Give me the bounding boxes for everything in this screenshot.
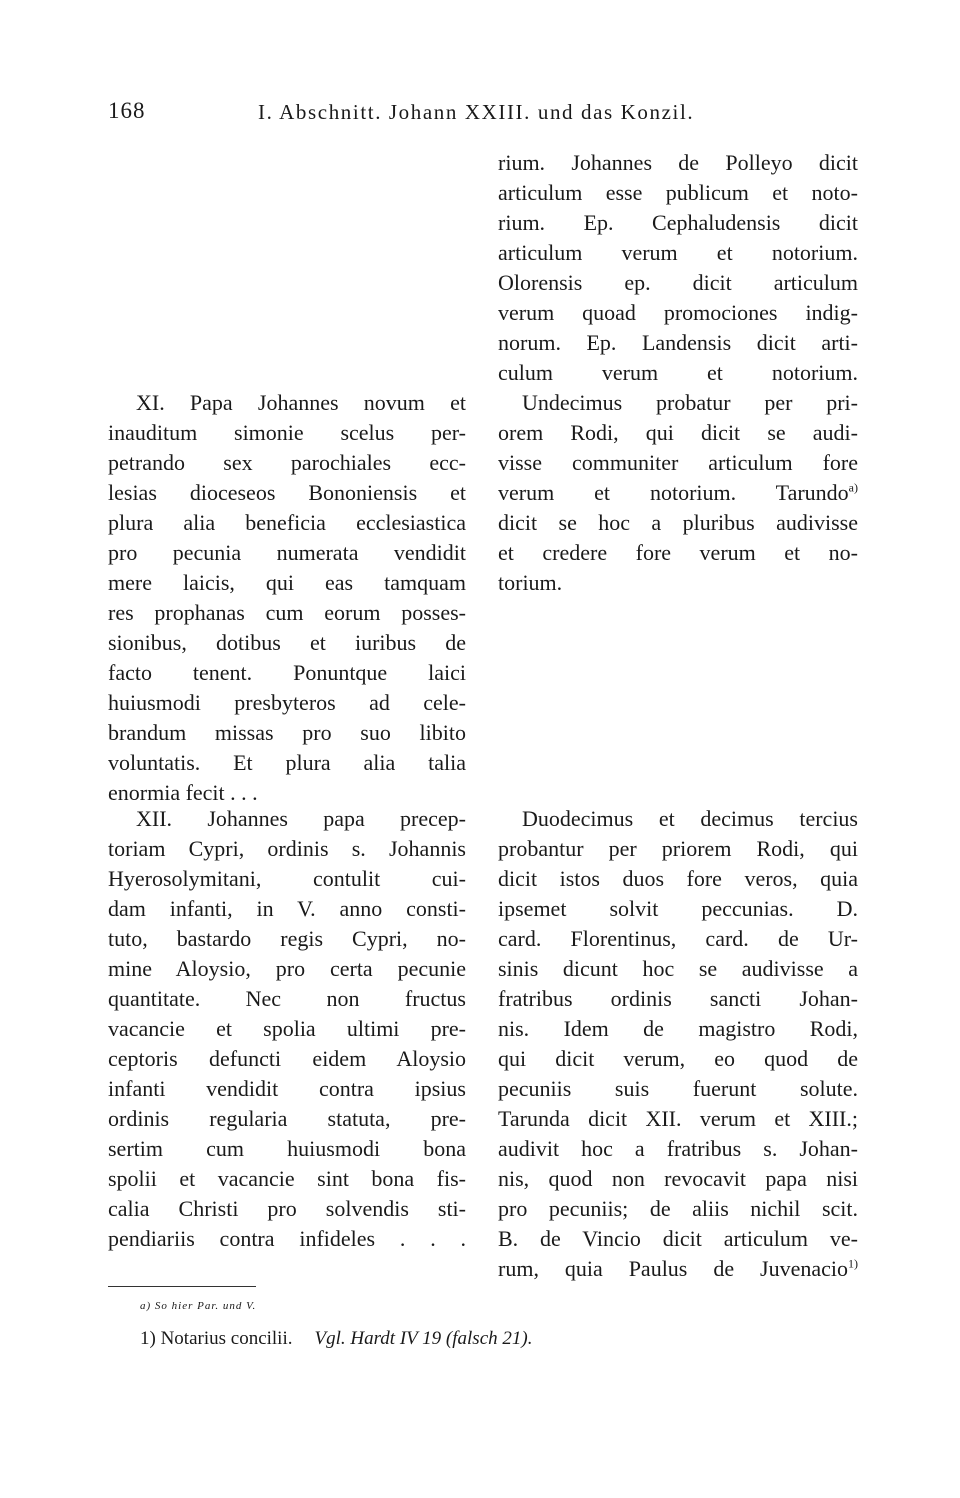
- text-line: XI. Papa Johannes novum et: [136, 390, 466, 415]
- text-line: dam infanti, in V. anno consti-: [108, 896, 466, 921]
- text-line: mere laicis, qui eas tamquam: [108, 570, 466, 595]
- text-line: vacancie et spolia ultimi pre-: [108, 1016, 466, 1041]
- text-line: dicit istos duos fore veros, quia: [498, 866, 858, 891]
- text-line: Olorensis ep. dicit articulum: [498, 270, 858, 295]
- text-line: spolii et vacancie sint bona fis-: [108, 1166, 466, 1191]
- page-number: 168: [108, 98, 146, 123]
- article-xii: [108, 804, 466, 1254]
- text-line: inauditum simonie scelus per-: [108, 420, 466, 445]
- text-line: tuto, bastardo regis Cypri, no-: [108, 926, 466, 951]
- text-line: petrando sex parochiales ecc-: [108, 450, 466, 475]
- line-text: verum et notorium. Tarundo: [498, 480, 849, 505]
- text-line: lesias dioceseos Bononiensis et: [108, 480, 466, 505]
- text-line: Tarunda dicit XII. verum et XIII.;: [498, 1106, 858, 1131]
- text-line: fratribus ordinis sancti Johan-: [498, 986, 858, 1011]
- text-line: XII. Johannes papa precep-: [136, 806, 466, 831]
- text-line: calia Christi pro solvendis sti-: [108, 1196, 466, 1221]
- text-line: quantitate. Nec non fructus: [108, 986, 466, 1011]
- text-line: ipsemet solvit peccunias. D.: [498, 896, 858, 921]
- text-line: nis. Idem de magistro Rodi,: [498, 1016, 858, 1041]
- text-line: sinis dicunt hoc se audivisse a: [498, 956, 858, 981]
- text-line: ordinis regularia statuta, pre-: [108, 1106, 466, 1131]
- text-line: Hyerosolymitani, contulit cui-: [108, 866, 466, 891]
- footnote-rule: [108, 1286, 256, 1287]
- text-line: pro pecunia numerata vendidit: [108, 540, 466, 565]
- right-column-bottom: [498, 804, 858, 1284]
- footnote-1: [140, 1328, 532, 1350]
- text-line: verum quoad promociones indig-: [498, 300, 858, 325]
- footnote-a: a) So hier Par. und V.: [140, 1300, 257, 1312]
- text-line: culum verum et notorium.: [498, 360, 858, 385]
- text-line: nis, quod non revocavit papa nisi: [498, 1166, 858, 1191]
- text-line: brandum missas pro suo libito: [108, 720, 466, 745]
- line-text: rum, quia Paulus de Juvenacio: [498, 1256, 848, 1281]
- article-xi: [108, 388, 466, 808]
- right-column-top: [498, 148, 858, 598]
- text-line: sertim cum huiusmodi bona: [108, 1136, 466, 1161]
- text-line: voluntatis. Et plura alia talia: [108, 750, 466, 775]
- text-line: norum. Ep. Landensis dicit arti-: [498, 330, 858, 355]
- text-line: infanti vendidit contra ipsius: [108, 1076, 466, 1101]
- text-line: probantur per priorem Rodi, qui: [498, 836, 858, 861]
- text-line: pro pecuniis; de aliis nichil scit.: [498, 1196, 858, 1221]
- footnote-marker: a): [848, 480, 858, 495]
- text-line: visse communiter articulum fore: [498, 450, 858, 475]
- text-line: orem Rodi, qui dicit se audi-: [498, 420, 858, 445]
- text-line: rium. Ep. Cephaludensis dicit: [498, 210, 858, 235]
- text-line: mine Aloysio, pro certa pecunie: [108, 956, 466, 981]
- text-line: huiusmodi presbyteros ad cele-: [108, 690, 466, 715]
- text-line: Duodecimus et decimus tercius: [522, 806, 858, 831]
- text-line: qui dicit verum, eo quod de: [498, 1046, 858, 1071]
- text-line: [498, 1254, 858, 1284]
- text-line: [498, 478, 858, 508]
- text-line: pecuniis suis fuerunt solute.: [498, 1076, 858, 1101]
- text-line: sionibus, dotibus et iuribus de: [108, 630, 466, 655]
- text-line: card. Florentinus, card. de Ur-: [498, 926, 858, 951]
- footnote-1-text: 1) Notarius concilii.: [140, 1328, 293, 1349]
- text-line: audivit hoc a fratribus s. Johan-: [498, 1136, 858, 1161]
- text-line: res prophanas cum eorum posses-: [108, 600, 466, 625]
- footnote-marker: 1): [848, 1256, 858, 1271]
- text-line: B. de Vincio dicit articulum ve-: [498, 1226, 858, 1251]
- running-head: I. Abschnitt. Johann XXIII. und das Konzil.: [258, 100, 695, 124]
- text-line: toriam Cypri, ordinis s. Johannis: [108, 836, 466, 861]
- text-line: pendiariis contra infideles . . .: [108, 1226, 466, 1251]
- footnote-1-reference: Vgl. Hardt IV 19 (falsch 21).: [314, 1328, 533, 1349]
- text-line: et credere fore verum et no-: [498, 540, 858, 565]
- text-line: plura alia beneficia ecclesiastica: [108, 510, 466, 535]
- text-line: facto tenent. Ponuntque laici: [108, 660, 466, 685]
- text-line: articulum verum et notorium.: [498, 240, 858, 265]
- text-line: ceptoris defuncti eidem Aloysio: [108, 1046, 466, 1071]
- text-line: dicit se hoc a pluribus audivisse: [498, 510, 858, 535]
- text-line: rium. Johannes de Polleyo dicit: [498, 150, 858, 175]
- text-line: Undecimus probatur per pri-: [522, 390, 858, 415]
- text-line: enormia fecit . . .: [108, 780, 258, 805]
- text-line: articulum esse publicum et noto-: [498, 180, 858, 205]
- text-line: torium.: [498, 570, 563, 595]
